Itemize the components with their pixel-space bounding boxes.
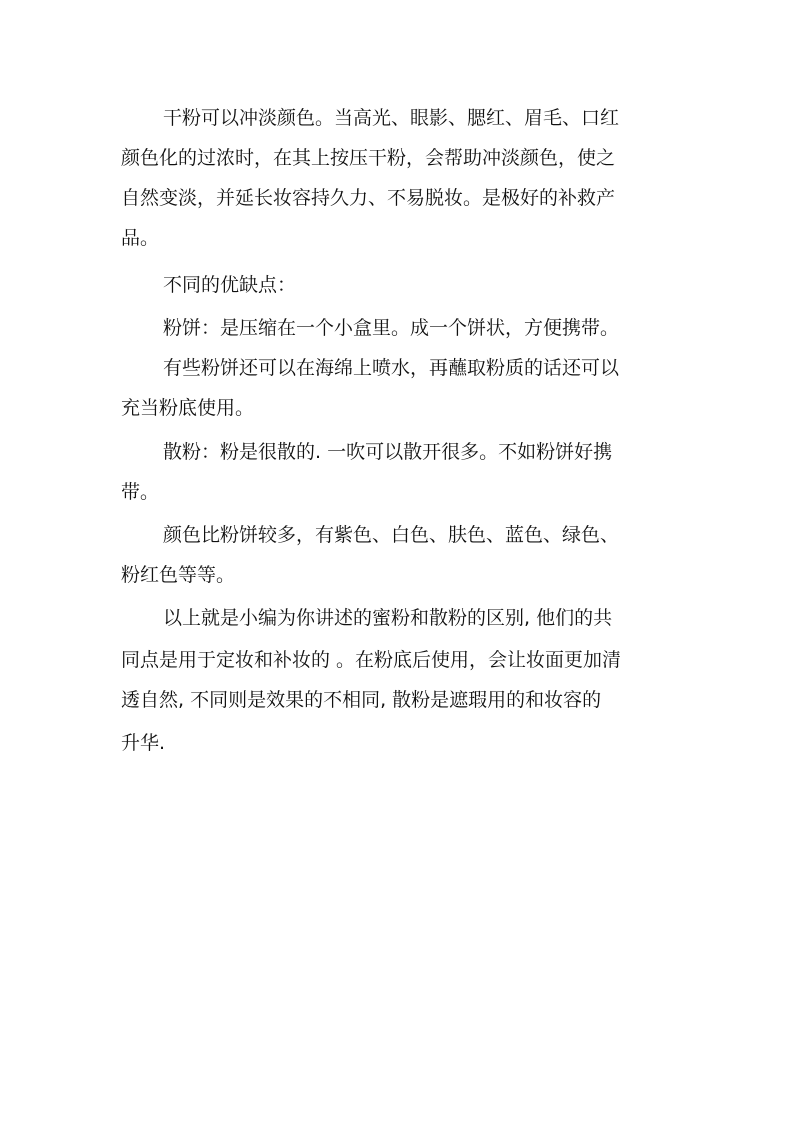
paragraph-line: 颜色化的过浓时，在其上按压干粉，会帮助冲淡颜色，使之	[121, 147, 616, 169]
paragraph-line: 充当粉底使用。	[121, 397, 255, 419]
paragraph-line: 以上就是小编为你讲述的蜜粉和散粉的区别, 他们的共	[163, 607, 613, 629]
paragraph-line: 品。	[121, 227, 160, 249]
paragraph-line: 有些粉饼还可以在海绵上喷水，再蘸取粉质的话还可以	[163, 357, 620, 379]
paragraph-line: 颜色比粉饼较多，有紫色、白色、肤色、蓝色、绿色、	[163, 524, 620, 546]
paragraph-line: 粉红色等等。	[121, 564, 236, 586]
paragraph-line: 粉饼：是压缩在一个小盒里。成一个饼状，方便携带。	[163, 317, 620, 339]
paragraph-line: 升华.	[121, 732, 166, 754]
paragraph-line: 透自然, 不同则是效果的不相同, 散粉是遮瑕用的和妆容的	[121, 689, 602, 711]
section-heading: 不同的优缺点：	[163, 274, 297, 296]
paragraph-line: 同点是用于定妆和补妆的 。在粉底后使用，会让妆面更加清	[121, 649, 622, 671]
paragraph-line: 自然变淡，并延长妆容持久力、不易脱妆。是极好的补救产	[121, 187, 616, 209]
paragraph-line: 带。	[121, 481, 160, 503]
paragraph-line: 散粉：粉是很散的. 一吹可以散开很多。不如粉饼好携	[163, 441, 613, 463]
paragraph-line: 干粉可以冲淡颜色。当高光、眼影、腮红、眉毛、口红	[163, 107, 620, 129]
